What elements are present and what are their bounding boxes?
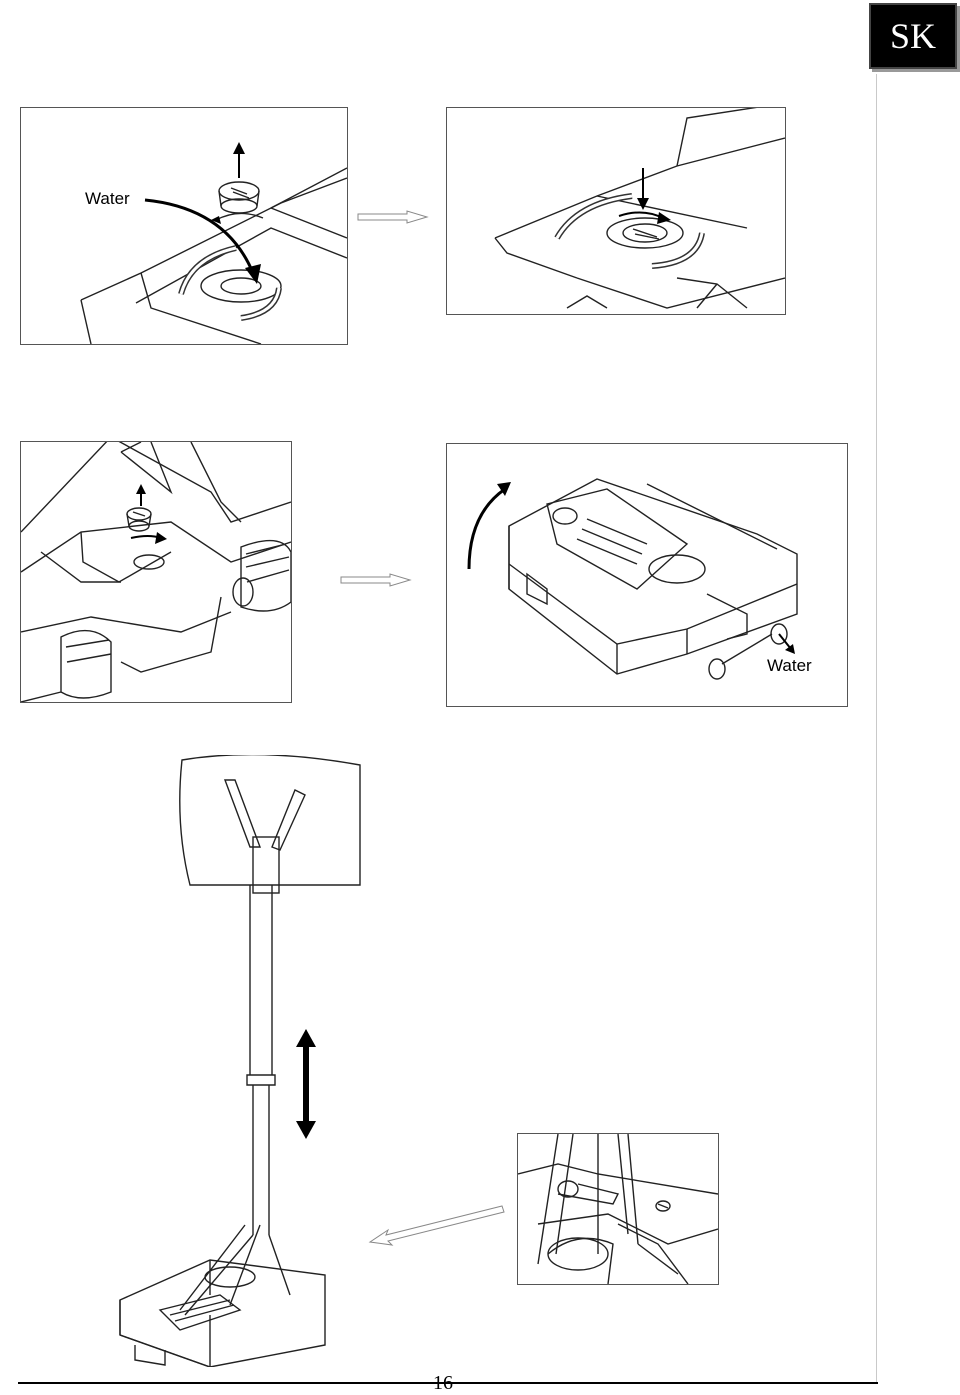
height-adjust-arrow: [296, 1029, 316, 1139]
margin-rule: [876, 74, 877, 1384]
page-number: 16: [433, 1372, 453, 1394]
base-detail-illustration: [518, 1134, 718, 1284]
drain-base-panel: [446, 443, 848, 707]
step-arrow-2: [340, 573, 412, 587]
close-cap-illustration: [447, 108, 785, 314]
fill-base-illustration: [21, 108, 347, 344]
language-badge: SK: [869, 3, 957, 69]
water-drain-label: Water: [767, 656, 812, 675]
basketball-stand-illustration: [110, 755, 370, 1367]
base-detail-panel: [517, 1133, 719, 1285]
fill-base-panel: [20, 107, 348, 345]
backboard: [180, 755, 360, 885]
step-arrow-1: [357, 210, 429, 224]
close-cap-panel: [446, 107, 786, 315]
water-label: Water: [85, 189, 130, 208]
drain-plug-illustration: [21, 442, 291, 702]
step-arrow-3: [368, 1200, 508, 1246]
drain-base-illustration: [447, 444, 847, 706]
drain-plug-panel: [20, 441, 292, 703]
